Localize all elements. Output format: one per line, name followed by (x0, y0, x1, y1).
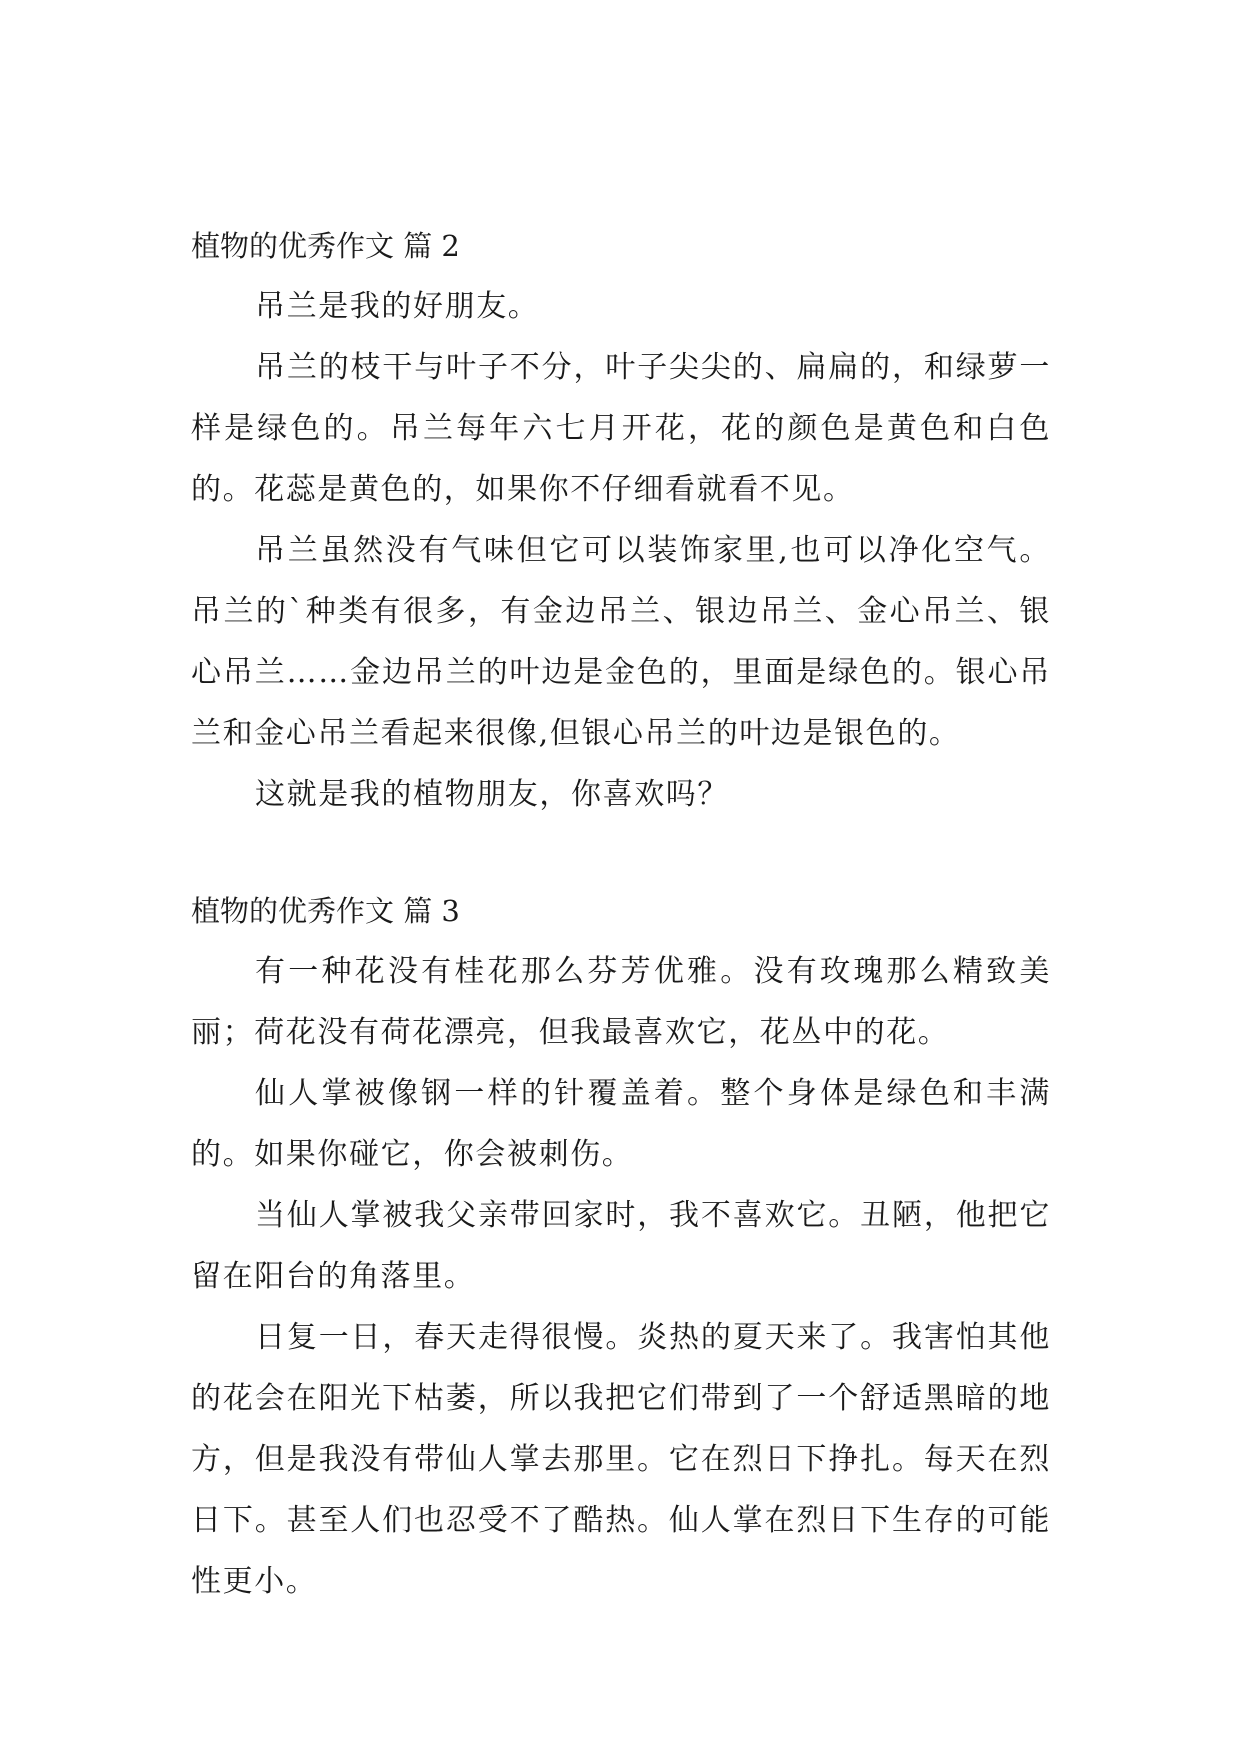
paragraph: 这就是我的植物朋友，你喜欢吗？ (255, 777, 729, 812)
essay-section-2 (191, 216, 1051, 825)
paragraph: 吊兰虽然没有气味但它可以装饰家里,也可以净化空气。吊兰的`种类有很多，有金边吊兰、银边吊兰、金心吊兰、银心吊兰……金边吊兰的叶边是金色的，里面是绿色的。银心吊兰和金心吊兰看起来很像,但银心吊兰的叶边是银色的。 (191, 533, 1051, 751)
paragraph: 吊兰的枝干与叶子不分，叶子尖尖的、扁扁的，和绿萝一样是绿色的。吊兰每年六七月开花，花的颜色是黄色和白色的。花蕊是黄色的，如果你不仔细看就看不见。 (191, 350, 1051, 507)
paragraph: 当仙人掌被我父亲带回家时，我不喜欢它。丑陋，他把它留在阳台的角落里。 (191, 1198, 1051, 1294)
paragraph: 日复一日，春天走得很慢。炎热的夏天来了。我害怕其他的花会在阳光下枯萎，所以我把它们带到了一个舒适黑暗的地方，但是我没有带仙人掌去那里。它在烈日下挣扎。每天在烈日下。甚至人们也忍受不了酷热。仙人掌在烈日下生存的可能性更小。 (191, 1320, 1051, 1599)
paragraph: 有一种花没有桂花那么芬芳优雅。没有玫瑰那么精致美丽；荷花没有荷花漂亮，但我最喜欢它，花丛中的花。 (191, 954, 1051, 1050)
section-heading: 植物的优秀作文 篇 2 (191, 229, 460, 263)
paragraph: 吊兰是我的好朋友。 (255, 289, 540, 324)
document-body (191, 216, 1051, 1612)
essay-section-3 (191, 881, 1051, 1612)
section-heading: 植物的优秀作文 篇 3 (191, 894, 460, 928)
paragraph: 仙人掌被像钢一样的针覆盖着。整个身体是绿色和丰满的。如果你碰它，你会被刺伤。 (191, 1076, 1051, 1172)
